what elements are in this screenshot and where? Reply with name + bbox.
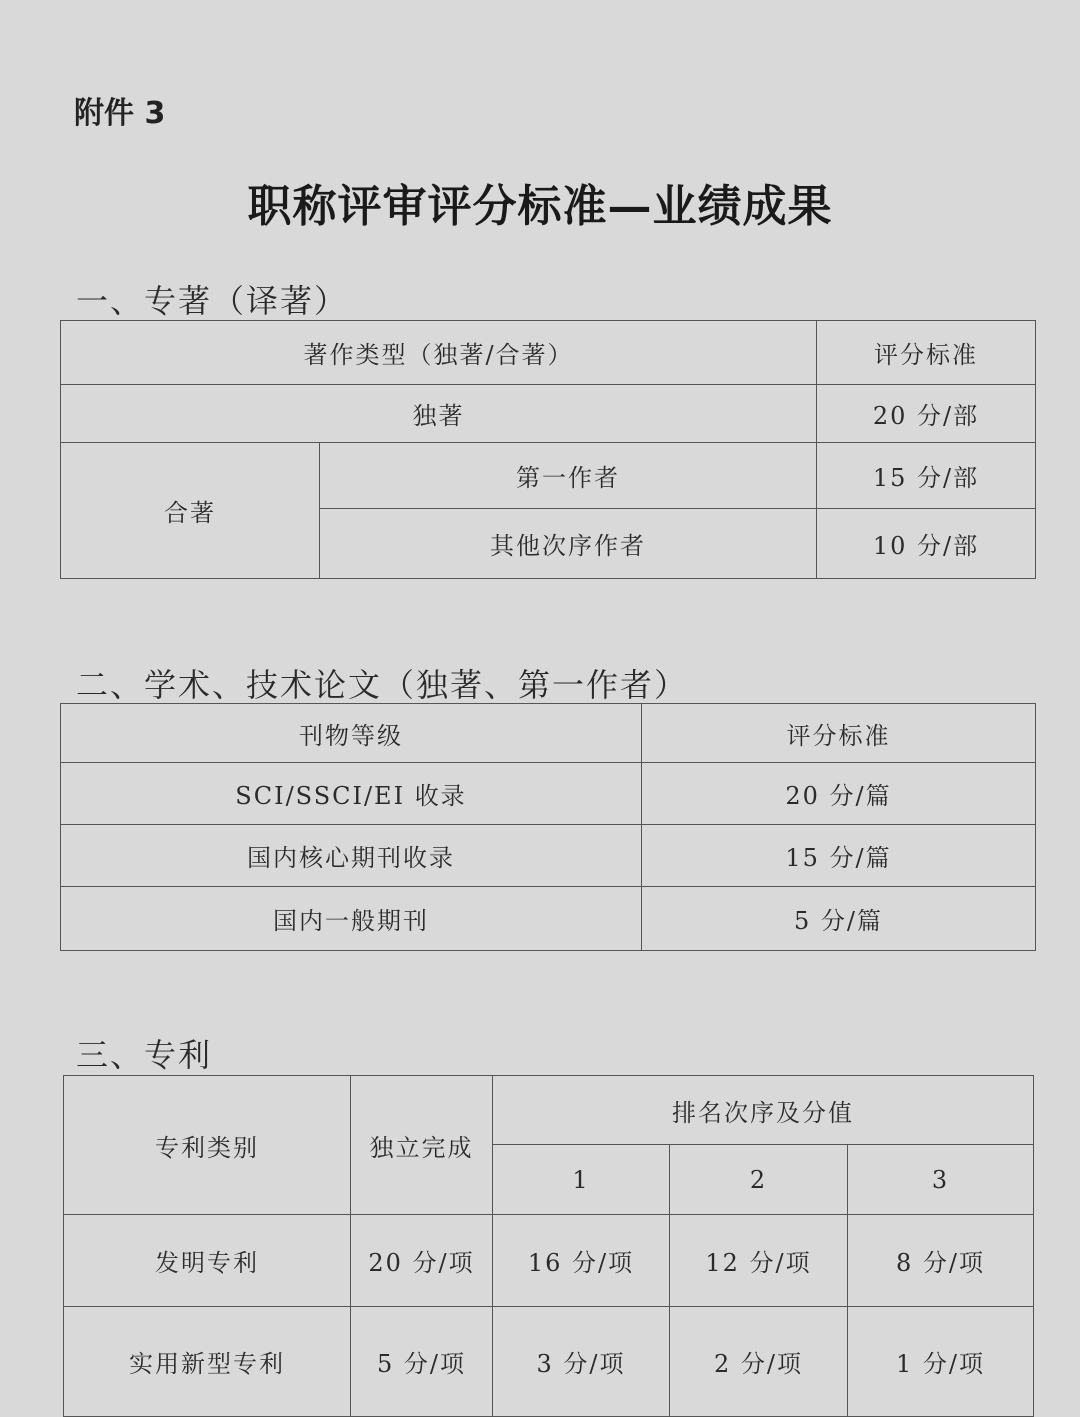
co-author-label: 合著 bbox=[61, 443, 320, 579]
attachment-label: 附件 3 bbox=[74, 96, 166, 131]
journal-score-cell: 5 分/篇 bbox=[642, 887, 1036, 951]
solo-author-label: 独著 bbox=[61, 385, 817, 443]
independent-score-cell: 5 分/项 bbox=[351, 1307, 493, 1417]
rank-1-score-cell: 16 分/项 bbox=[493, 1215, 670, 1307]
rank-2-header: 2 bbox=[670, 1145, 848, 1215]
document-title: 职称评审评分标准—业绩成果 bbox=[247, 181, 833, 232]
monograph-table bbox=[60, 320, 1036, 579]
journal-score-cell: 20 分/篇 bbox=[642, 763, 1036, 825]
journal-level-cell: 国内核心期刊收录 bbox=[61, 825, 642, 887]
journal-level-cell: SCI/SSCI/EI 收录 bbox=[61, 763, 642, 825]
section-2-heading: 二、学术、技术论文（独著、第一作者） bbox=[76, 666, 689, 704]
header-journal-level: 刊物等级 bbox=[61, 704, 642, 763]
section-3-heading: 三、专利 bbox=[76, 1036, 213, 1074]
rank-3-score-cell: 8 分/项 bbox=[848, 1215, 1034, 1307]
independent-score-cell: 20 分/项 bbox=[351, 1215, 493, 1307]
solo-author-score: 20 分/部 bbox=[817, 385, 1036, 443]
first-author-label: 第一作者 bbox=[320, 443, 817, 509]
rank-2-score-cell: 12 分/项 bbox=[670, 1215, 848, 1307]
rank-1-score-cell: 3 分/项 bbox=[493, 1307, 670, 1417]
header-rank-order: 排名次序及分值 bbox=[493, 1076, 1034, 1145]
journal-level-cell: 国内一般期刊 bbox=[61, 887, 642, 951]
rank-3-header: 3 bbox=[848, 1145, 1034, 1215]
journal-score-cell: 15 分/篇 bbox=[642, 825, 1036, 887]
rank-1-header: 1 bbox=[493, 1145, 670, 1215]
other-author-label: 其他次序作者 bbox=[320, 509, 817, 579]
header-work-type: 著作类型（独著/合著） bbox=[61, 321, 817, 385]
rank-3-score-cell: 1 分/项 bbox=[848, 1307, 1034, 1417]
section-1-heading: 一、专著（译著） bbox=[76, 282, 349, 320]
header-independent: 独立完成 bbox=[351, 1076, 493, 1215]
header-score: 评分标准 bbox=[642, 704, 1036, 763]
other-author-score: 10 分/部 bbox=[817, 509, 1036, 579]
header-score: 评分标准 bbox=[817, 321, 1036, 385]
header-patent-type: 专利类别 bbox=[64, 1076, 351, 1215]
rank-2-score-cell: 2 分/项 bbox=[670, 1307, 848, 1417]
patent-table bbox=[63, 1075, 1034, 1417]
patent-type-cell: 实用新型专利 bbox=[64, 1307, 351, 1417]
first-author-score: 15 分/部 bbox=[817, 443, 1036, 509]
paper-table bbox=[60, 703, 1036, 951]
patent-type-cell: 发明专利 bbox=[64, 1215, 351, 1307]
